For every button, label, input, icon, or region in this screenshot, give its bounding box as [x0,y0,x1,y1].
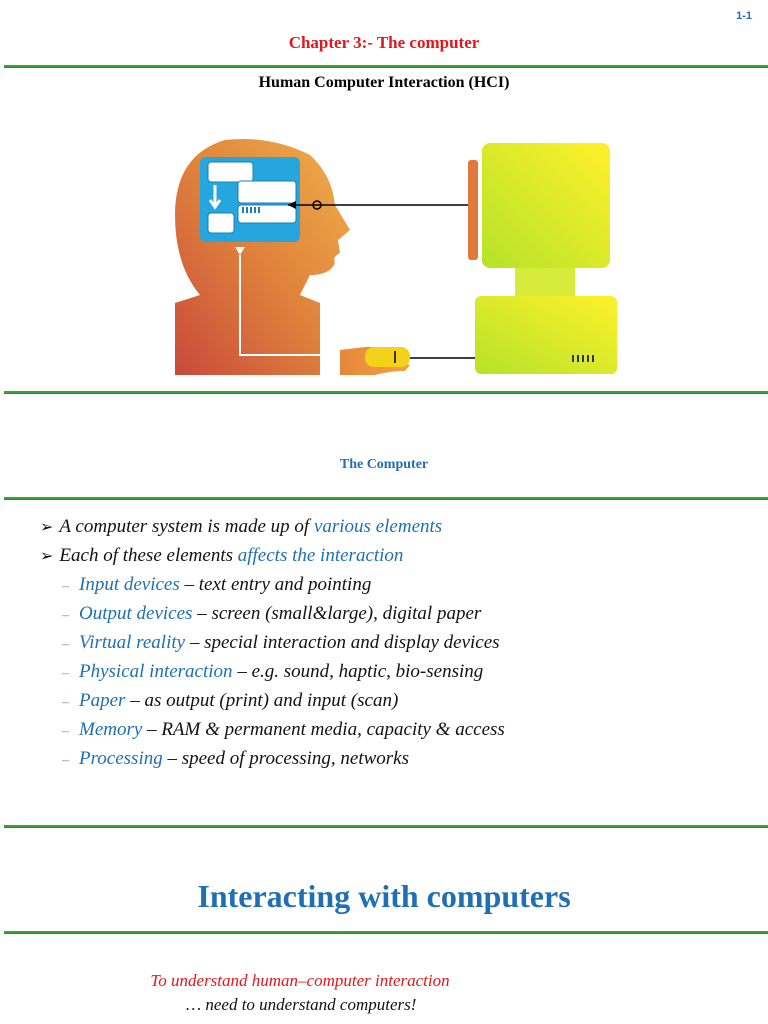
page-number: 1-1 [736,10,752,22]
hci-title: Human Computer Interaction (HCI) [258,74,510,91]
sub-item-text: – speed of processing, networks [162,748,410,769]
sub-item-term: Virtual reality [79,632,186,653]
quote-line-2: … need to understand computers! [186,995,417,1014]
big-title: Interacting with computers [197,878,571,914]
sub-item-term: Input devices [79,574,180,595]
arrow-bullet-icon: ➢ [40,519,54,536]
sub-item-term: Physical interaction [79,661,233,682]
computer-monitor-icon [468,143,617,374]
sub-item-paper [40,686,760,715]
divider-bottom [4,931,768,934]
dash-bullet-icon: – [62,724,69,739]
bullet-highlight: affects the interaction [237,545,404,566]
dash-bullet-icon: – [62,753,69,768]
bullet-item [40,541,760,570]
sub-item-text: – RAM & permanent media, capacity & access [142,719,505,740]
sub-item-text: – screen (small&large), digital paper [192,603,482,624]
sub-item-virtual-reality [40,628,760,657]
chapter-title: Chapter 3:- The computer [288,33,480,52]
sub-item-term: Memory [79,719,143,740]
eye-icon [288,201,470,209]
bullet-text: Each of these elements [59,545,238,566]
quote-line-1: To understand human–computer interaction [150,971,450,990]
dash-bullet-icon: – [62,666,69,681]
sub-item-input-devices [40,570,760,599]
divider-list [4,825,768,828]
bullet-text: A computer system is made up of [59,516,314,537]
sub-item-text: – as output (print) and input (scan) [125,690,399,711]
divider-figure [4,391,768,394]
dash-bullet-icon: – [62,579,69,594]
bullet-item [40,512,760,541]
sub-item-output-devices [40,599,760,628]
sub-item-text: – special interaction and display devices [185,632,500,653]
section-title: The Computer [339,457,429,472]
sub-item-memory [40,715,760,744]
bullet-highlight: various elements [313,516,443,537]
divider-section [4,497,768,500]
sub-item-term: Processing [79,748,163,769]
arrow-bullet-icon: ➢ [40,548,54,565]
sub-item-text: – text entry and pointing [179,574,372,595]
sub-item-text: – e.g. sound, haptic, bio-sensing [232,661,484,682]
dash-bullet-icon: – [62,637,69,652]
divider-top [4,65,768,68]
bullet-list [40,512,760,773]
dash-bullet-icon: – [62,608,69,623]
dash-bullet-icon: – [62,695,69,710]
hci-figure [170,135,630,385]
sub-item-physical-interaction [40,657,760,686]
sub-item-term: Output devices [79,603,193,624]
sub-item-term: Paper [79,690,126,711]
mouse-icon [365,347,475,367]
sub-item-processing [40,744,760,773]
